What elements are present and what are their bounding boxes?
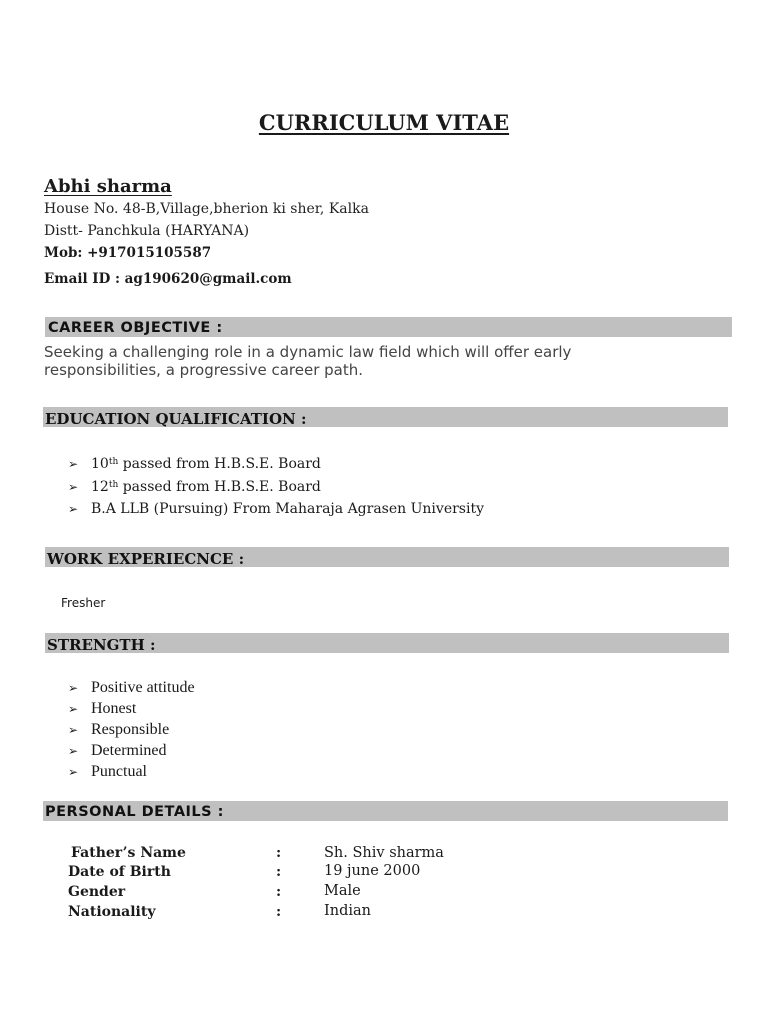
address-line-2: Distt- Panchkula (HARYANA) xyxy=(44,223,250,239)
gender-colon: : xyxy=(276,884,282,900)
email-address: Email ID : ag190620@gmail.com xyxy=(44,271,292,287)
arrow-bullet-icon: ➢ xyxy=(68,681,79,695)
strength-section-bar xyxy=(45,633,729,653)
arrow-bullet-icon: ➢ xyxy=(68,479,79,494)
arrow-bullet-icon: ➢ xyxy=(68,744,79,758)
arrow-bullet-icon: ➢ xyxy=(68,502,79,516)
arrow-bullet-icon: ➢ xyxy=(68,702,79,716)
nationality-colon: : xyxy=(276,904,282,920)
career-objective-text xyxy=(44,343,734,379)
arrow-bullet-icon: ➢ xyxy=(68,723,79,737)
work-experience-section-bar xyxy=(45,547,729,567)
nationality-value: Indian xyxy=(324,903,371,919)
arrow-bullet-icon: ➢ xyxy=(68,765,79,779)
strength-item: ➢ Responsible xyxy=(68,721,170,738)
gender-value: Male xyxy=(324,883,361,899)
document-title: CURRICULUM VITAE xyxy=(258,110,510,135)
address-line-1: House No. 48-B,Village,bherion ki sher, Kalka xyxy=(44,201,369,217)
candidate-name: Abhi sharma xyxy=(44,176,172,197)
work-experience-heading: WORK EXPERIECNCE : xyxy=(47,550,245,568)
career-objective-line-1: Seeking a challenging role in a dynamic law field which will offer early xyxy=(44,343,572,361)
date-of-birth-label: Date of Birth xyxy=(68,864,171,880)
education-heading: EDUCATION QUALIFICATION : xyxy=(45,410,307,428)
career-objective-line-2: responsibilities, a progressive career path. xyxy=(44,361,364,379)
education-list xyxy=(68,454,484,522)
father-name-colon: : xyxy=(276,845,282,861)
education-item: ➢ B.A LLB (Pursuing) From Maharaja Agrasen University xyxy=(68,501,484,517)
nationality-label: Nationality xyxy=(68,904,156,920)
personal-details-heading: PERSONAL DETAILS : xyxy=(45,804,224,820)
work-experience-text: Fresher xyxy=(61,596,106,610)
education-item: ➢ 12th passed from H.B.S.E. Board xyxy=(68,478,321,495)
education-item: ➢ 10th passed from H.B.S.E. Board xyxy=(68,456,321,472)
gender-label: Gender xyxy=(68,884,126,900)
arrow-bullet-icon: ➢ xyxy=(68,457,79,471)
education-section-bar xyxy=(43,407,728,427)
date-of-birth-colon: : xyxy=(276,864,282,880)
strength-item: ➢ Determined xyxy=(68,742,167,759)
mobile-number: Mob: +917015105587 xyxy=(44,245,212,261)
father-name-label: Father’s Name xyxy=(71,845,186,861)
personal-details-section-bar xyxy=(43,801,728,821)
strength-heading: STRENGTH : xyxy=(47,636,156,654)
strength-item: ➢ Honest xyxy=(68,700,137,717)
date-of-birth-value: 19 june 2000 xyxy=(324,863,421,879)
career-objective-heading: CAREER OBJECTIVE : xyxy=(48,320,223,336)
strength-item: ➢ Positive attitude xyxy=(68,679,195,696)
father-name-value: Sh. Shiv sharma xyxy=(324,845,444,861)
strength-list xyxy=(68,678,195,783)
career-objective-section-bar xyxy=(45,317,732,337)
strength-item: ➢ Punctual xyxy=(68,763,147,780)
